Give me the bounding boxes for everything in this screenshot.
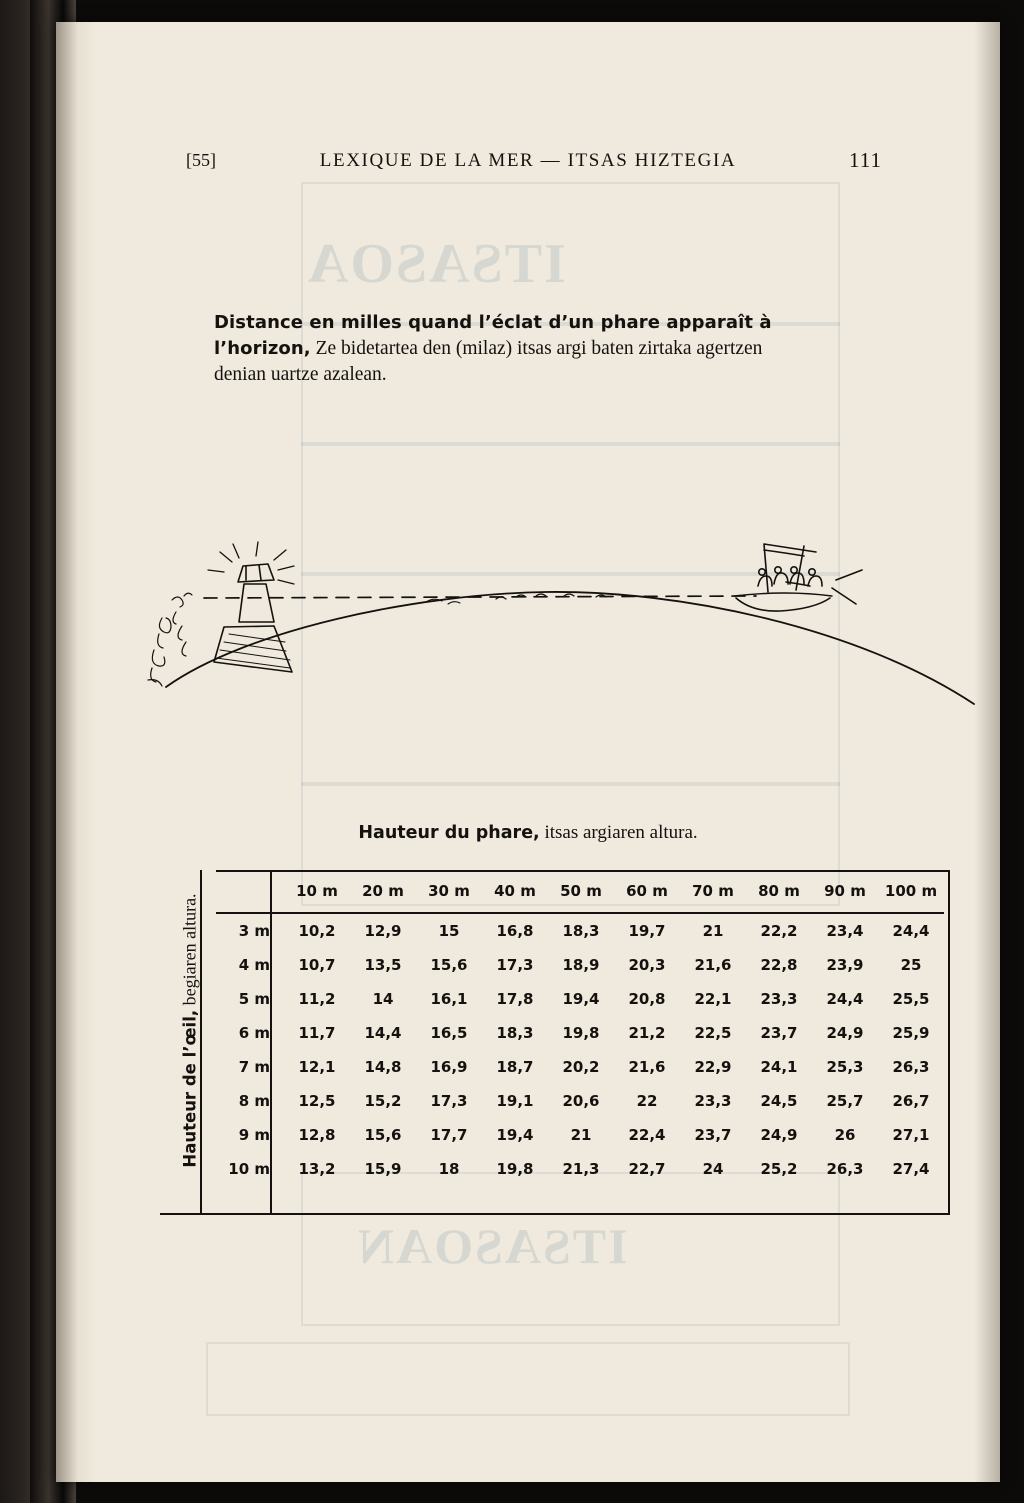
- table-cell: 26: [834, 1126, 856, 1144]
- table-cell: 24,5: [760, 1092, 798, 1110]
- table-cell: 22,7: [628, 1160, 666, 1178]
- table-cell: 22,2: [760, 922, 798, 940]
- table-cell: 23,3: [760, 990, 798, 1008]
- page-edge-shading: [974, 22, 1000, 1482]
- table-cell: 18,9: [562, 956, 600, 974]
- row-header: 6 m: [238, 1024, 270, 1042]
- illustration-svg: [96, 522, 976, 722]
- table-cell: 20,3: [628, 956, 666, 974]
- row-axis-label-french: Hauteur de l’œil,: [180, 1009, 200, 1168]
- column-header: 90 m: [812, 870, 878, 913]
- table-cell: 25,9: [892, 1024, 930, 1042]
- row-axis-label: [160, 870, 202, 1215]
- table-row: [216, 1016, 944, 1050]
- section-heading: [214, 310, 814, 388]
- row-header: 10 m: [228, 1160, 270, 1178]
- table-cell: 14,4: [364, 1024, 402, 1042]
- table-cell: 26,3: [892, 1058, 930, 1076]
- table-cell: 24: [702, 1160, 724, 1178]
- table-cell: 19,8: [562, 1024, 600, 1042]
- table-cell: 19,4: [562, 990, 600, 1008]
- table-cell: 24,9: [826, 1024, 864, 1042]
- row-header: 8 m: [238, 1092, 270, 1110]
- table-cell: 19,4: [496, 1126, 534, 1144]
- row-header: 4 m: [238, 956, 270, 974]
- table-cell: 13,2: [298, 1160, 336, 1178]
- table-cell: 26,3: [826, 1160, 864, 1178]
- column-header: 60 m: [614, 870, 680, 913]
- table-row: [216, 1050, 944, 1084]
- table-cell: 23,9: [826, 956, 864, 974]
- table-row: [216, 1118, 944, 1152]
- table-cell: 21,2: [628, 1024, 666, 1042]
- table-cell: 22,8: [760, 956, 798, 974]
- table-row: [216, 948, 944, 982]
- table-cell: 27,4: [892, 1160, 930, 1178]
- table-cell: 16,1: [430, 990, 468, 1008]
- table-row: [216, 982, 944, 1016]
- lookup-table: [216, 870, 944, 1186]
- table-cell: 21,3: [562, 1160, 600, 1178]
- table-cell: 19,7: [628, 922, 666, 940]
- column-header: 70 m: [680, 870, 746, 913]
- table-cell: 21: [702, 922, 724, 940]
- table-cell: 15,6: [364, 1126, 402, 1144]
- table-row: [216, 1084, 944, 1118]
- table-cell: 17,8: [496, 990, 534, 1008]
- table-cell: 21,6: [694, 956, 732, 974]
- table-cell: 24,4: [892, 922, 930, 940]
- table-cell: 15: [438, 922, 460, 940]
- column-header: 30 m: [416, 870, 482, 913]
- table-cell: 16,5: [430, 1024, 468, 1042]
- table-cell: 11,7: [298, 1024, 336, 1042]
- row-axis-label-text: [180, 881, 201, 1181]
- table-row: [216, 913, 944, 948]
- table-cell: 25,7: [826, 1092, 864, 1110]
- table-cell: 17,7: [430, 1126, 468, 1144]
- column-header: 10 m: [284, 870, 350, 913]
- running-title: LEXIQUE DE LA MER — ITSAS HIZTEGIA: [319, 150, 737, 171]
- table-cell: 24,4: [826, 990, 864, 1008]
- table-cell: 11,2: [298, 990, 336, 1008]
- corner-cell: [216, 870, 284, 913]
- table-cell: 27,1: [892, 1126, 930, 1144]
- bleedthrough-word: ITSASOAN: [356, 1218, 628, 1274]
- table-cell: 20,8: [628, 990, 666, 1008]
- bleedthrough-word: ITSASOA: [306, 233, 566, 295]
- table-cell: 18: [438, 1160, 460, 1178]
- table-cell: 12,9: [364, 922, 402, 940]
- table-cell: 22,4: [628, 1126, 666, 1144]
- table-cell: 18,7: [496, 1058, 534, 1076]
- table-cell: 15,6: [430, 956, 468, 974]
- table-cell: 19,8: [496, 1160, 534, 1178]
- table-cell: 12,1: [298, 1058, 336, 1076]
- table-cell: 19,1: [496, 1092, 534, 1110]
- page-curve-shading: [56, 22, 96, 1482]
- table-cell: 16,8: [496, 922, 534, 940]
- table-cell: 21,6: [628, 1058, 666, 1076]
- row-header: 9 m: [238, 1126, 270, 1144]
- running-head: [56, 150, 1000, 176]
- table-cell: 25: [900, 956, 922, 974]
- table-cell: 18,3: [496, 1024, 534, 1042]
- table-cell: 23,4: [826, 922, 864, 940]
- table-cell: 24,9: [760, 1126, 798, 1144]
- table-cell: 22,1: [694, 990, 732, 1008]
- caption-basque: itsas argiaren altura.: [539, 822, 698, 843]
- table-cell: 25,5: [892, 990, 930, 1008]
- lighthouse-horizon-illustration: [96, 522, 976, 722]
- column-header: 40 m: [482, 870, 548, 913]
- table-rule-bottom: [160, 1213, 950, 1215]
- column-header: 20 m: [350, 870, 416, 913]
- book-page: [56, 22, 1000, 1482]
- table-cell: 13,5: [364, 956, 402, 974]
- table-cell: 10,2: [298, 922, 336, 940]
- column-header: 80 m: [746, 870, 812, 913]
- table-cell: 12,5: [298, 1092, 336, 1110]
- heading-basque: Ze bidetartea den (milaz) itsas argi baten zirtaka agertzen denian uartze azalean.: [214, 338, 763, 385]
- column-header: 100 m: [878, 870, 944, 913]
- table-cell: 20,2: [562, 1058, 600, 1076]
- table-cell: 14,8: [364, 1058, 402, 1076]
- row-header: 7 m: [238, 1058, 270, 1076]
- table-cell: 22,5: [694, 1024, 732, 1042]
- table-cell: 17,3: [496, 956, 534, 974]
- table-row: [216, 1152, 944, 1186]
- table-head: [216, 870, 944, 913]
- table-rule-right: [948, 870, 950, 1215]
- table-cell: 21: [570, 1126, 592, 1144]
- bleedthrough-box: [301, 182, 840, 326]
- folio-bracket-number: [55]: [186, 150, 216, 170]
- table-header-row: [216, 870, 944, 913]
- table-cell: 18,3: [562, 922, 600, 940]
- page-number: 111: [849, 148, 882, 172]
- table-cell: 24,1: [760, 1058, 798, 1076]
- table-body: [216, 913, 944, 1186]
- table-cell: 22: [636, 1092, 658, 1110]
- column-header: 50 m: [548, 870, 614, 913]
- table-cell: 12,8: [298, 1126, 336, 1144]
- table-cell: 23,7: [694, 1126, 732, 1144]
- illustration-caption: [56, 822, 1000, 844]
- table-cell: 25,2: [760, 1160, 798, 1178]
- table-cell: 20,6: [562, 1092, 600, 1110]
- table-cell: 25,3: [826, 1058, 864, 1076]
- table-cell: 22,9: [694, 1058, 732, 1076]
- table-cell: 26,7: [892, 1092, 930, 1110]
- row-axis-label-basque: begiaren altura.: [179, 893, 200, 1010]
- heading-french: Distance en milles quand l’éclat d’un phare apparaît à l’horizon,: [214, 312, 772, 359]
- table-cell: 23,3: [694, 1092, 732, 1110]
- caption-french: Hauteur du phare,: [358, 823, 540, 843]
- row-header: 3 m: [238, 922, 270, 940]
- distance-table: [160, 870, 950, 1215]
- table-cell: 17,3: [430, 1092, 468, 1110]
- row-header: 5 m: [238, 990, 270, 1008]
- table-cell: 15,9: [364, 1160, 402, 1178]
- table-cell: 10,7: [298, 956, 336, 974]
- table-cell: 14: [372, 990, 394, 1008]
- table-cell: 23,7: [760, 1024, 798, 1042]
- table-cell: 16,9: [430, 1058, 468, 1076]
- table-cell: 15,2: [364, 1092, 402, 1110]
- bleedthrough-box: [206, 1342, 850, 1416]
